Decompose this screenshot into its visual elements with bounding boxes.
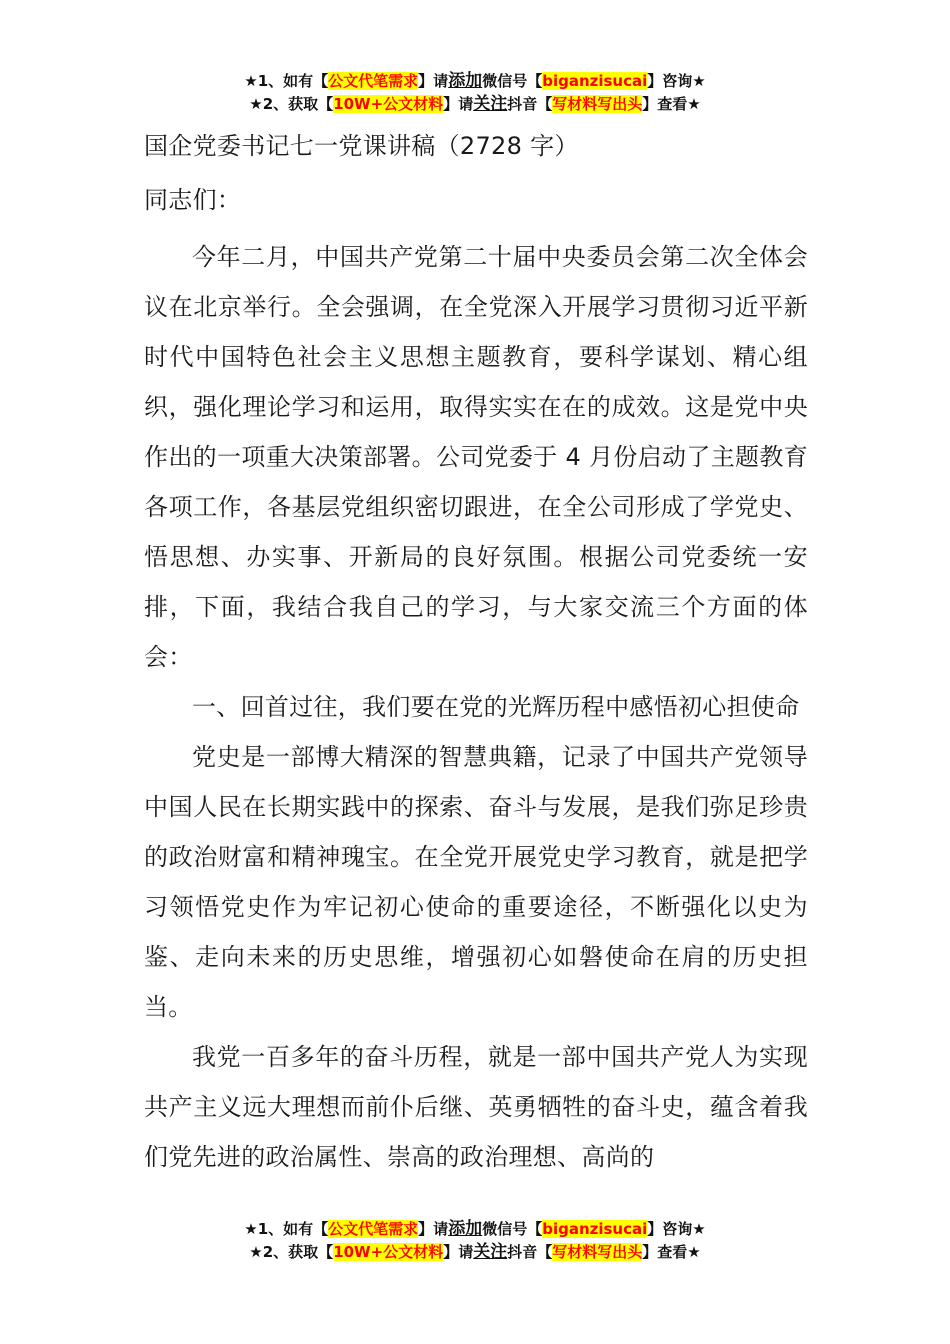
promo-highlight: 10W+公文材料 [333,95,444,113]
promo-line-2 [0,93,950,116]
promo-banner-top [0,70,950,116]
promo-text: 】查看★ [642,1243,701,1261]
promo-text: 微信号【 [482,1220,543,1238]
promo-text: 】请 [418,1220,449,1238]
paragraph: 我党一百多年的奋斗历程，就是一部中国共产党人为实现共产主义远大理想而前仆后继、英勇牺牲的奋斗史，蕴含着我们党先进的政治属性、崇高的政治理想、高尚的 [144,1043,808,1171]
document-title: 国企党委书记七一党课讲稿（2728 字） [144,132,579,160]
promo-text: 】请 [443,1243,474,1261]
promo-text: ★2、获取【 [249,1243,334,1261]
promo-text: 抖音【 [507,95,553,113]
promo-text: 】咨询★ [647,1220,706,1238]
paragraph: 党史是一部博大精深的智慧典籍，记录了中国共产党领导中国人民在长期实践中的探索、奋斗与发展，是我们弥足珍贵的政治财富和精神瑰宝。在全党开展党史学习教育，就是把学习领悟党史作为牢记初心使命的重要途径，不断强化以史为鉴、走向未来的历史思维，增强初心如磐使命在肩的历史担当。 [144,743,808,1021]
paragraph: 今年二月，中国共产党第二十届中央委员会第二次全体会议在北京举行。全会强调，在全党深入开展学习贯彻习近平新时代中国特色社会主义思想主题教育，要科学谋划、精心组织，强化理论学习和运用，取得实实在在的成效。这是党中央作出的一项重大决策部署。公司党委于 4 月份启动了主题教育各项工作，各基层党组织密切跟进，在全公司形成了学党史、悟思想、办实事、开新局的良好氛围。根据公司党委统一安排，下面，我结合我自己的学习，与大家交流三个方面的体会： [144,243,808,671]
promo-text: ★1、如有【 [244,1220,329,1238]
promo-text: ★2、获取【 [249,95,334,113]
promo-highlight: biganzisucai [542,1220,648,1238]
promo-text: 】请 [443,95,474,113]
promo-text: 微信号【 [482,72,543,90]
promo-text: 】咨询★ [647,72,706,90]
document-body [144,128,808,1182]
promo-text: 】查看★ [642,95,701,113]
promo-banner-bottom [0,1218,950,1264]
promo-highlight: 公文代笔需求 [328,72,419,90]
promo-keyword: 关注 [473,1242,508,1262]
promo-text: 】请 [418,72,449,90]
promo-keyword: 关注 [473,94,508,114]
promo-text: ★1、如有【 [244,72,329,90]
greeting: 同志们： [144,186,242,214]
promo-keyword: 添加 [448,1219,483,1239]
promo-highlight: 公文代笔需求 [328,1220,419,1238]
promo-line-2 [0,1241,950,1264]
promo-keyword: 添加 [448,71,483,91]
promo-highlight: 写材料写出头 [552,95,643,113]
promo-text: 抖音【 [507,1243,553,1261]
promo-highlight: 10W+公文材料 [333,1243,444,1261]
promo-line-1 [0,1218,950,1241]
promo-highlight: biganzisucai [542,72,648,90]
promo-highlight: 写材料写出头 [552,1243,643,1261]
promo-line-1 [0,70,950,93]
section-heading: 一、回首过往，我们要在党的光辉历程中感悟初心担使命 [192,693,800,721]
